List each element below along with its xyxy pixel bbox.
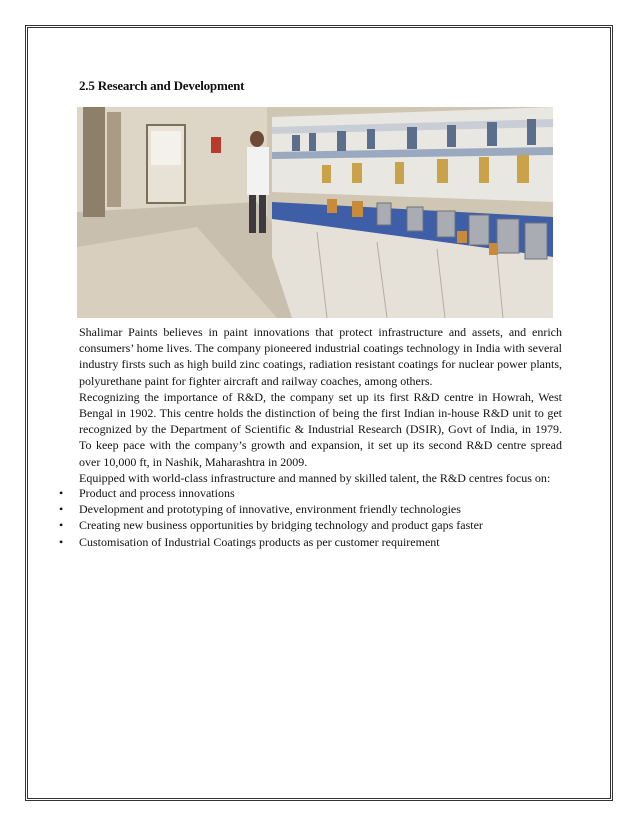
paragraph-history: Recognizing the importance of R&D, the company set up its first R&D centre in Howrah, West Bengal in 1902. This centre holds the distinction of being the first Indian in-house R&D unit to get recognized by the Department of Scientific & Industrial Research (DSIR), Govt of India, in 1979. To keep pace with the company’s growth and expansion, it set up its second R&D centre spread over 10,000 ft, in Nashik, Maharashtra in 2009.: [79, 389, 562, 469]
list-item: [58, 501, 558, 517]
bullet-icon: •: [59, 486, 64, 500]
list-item-text: Customisation of Industrial Coatings products as per customer requirement: [79, 534, 440, 549]
paragraph-intro: Shalimar Paints believes in paint innovations that protect infrastructure and assets, and enrich consumers’ home lives. The company pioneered industrial coatings technology in India with several industry firsts such as high build zinc coatings, radiation resistant coatings for nuclear power plants, polyurethane paint for fighter aircraft and railway coaches, among others.: [79, 325, 562, 388]
list-item-text: Development and prototyping of innovative, environment friendly technologies: [79, 502, 461, 517]
bullet-icon: •: [59, 534, 64, 549]
list-item-text: Creating new business opportunities by bridging technology and product gaps faster: [79, 518, 483, 533]
paragraph-focus: Equipped with world-class infrastructure and manned by skilled talent, the R&D centres focus on:: [79, 470, 551, 485]
body-text: [79, 324, 562, 486]
list-item: [58, 485, 558, 501]
list-item-text: Product and process innovations: [79, 486, 235, 500]
focus-list: [58, 485, 558, 550]
lab-photo: [77, 107, 553, 318]
lab-photo-icon: [77, 107, 553, 318]
list-item: [58, 534, 558, 550]
list-item: [58, 517, 558, 533]
section-heading: 2.5 Research and Development: [79, 78, 245, 93]
bullet-icon: •: [59, 502, 64, 517]
bullet-icon: •: [59, 518, 64, 533]
